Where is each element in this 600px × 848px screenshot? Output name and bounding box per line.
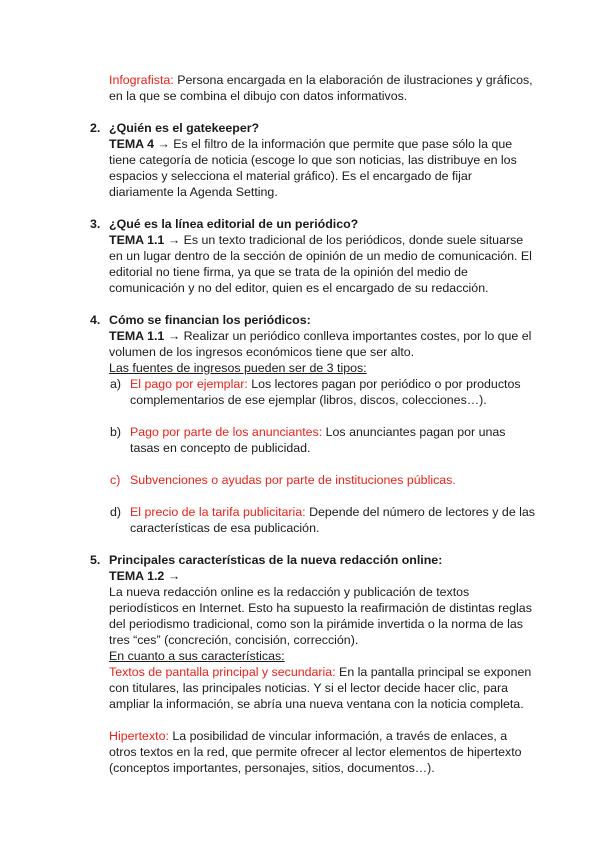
infografista-line-1: Infografista: Persona encargada en la elaboración de ilustraciones y gráficos, [109,73,533,87]
item-b-letter: b) [110,425,122,439]
infografista-line-2: en la que se combina el dibujo con datos informativos. [109,89,408,103]
item-a-letter: a) [110,377,122,391]
q5-paragraph-line-2: periodísticos en Internet. Esto ha supuesto la reafirmación de distintas reglas [109,601,532,615]
item-d-line-1: El precio de la tarifa publicitaria: Depende del número de lectores y de las [130,505,535,519]
q3-heading: ¿Qué es la línea editorial de un periódico? [109,217,359,231]
q3-line-3: editorial no tiene firma, ya que se trata de la opinión del medio de [109,265,468,279]
item-b-line-1: Pago por parte de los anunciantes: Los anunciantes pagan por unas [130,425,506,439]
q5-number: 5. [90,553,101,567]
q4-line-1: TEMA 1.1 → Realizar un periódico conlleva importantes costes, por lo que el [109,329,532,343]
q4-sources-subheading: Las fuentes de ingresos pueden ser de 3 tipos: [109,361,367,375]
q3-tema: TEMA 1.1 → [109,233,181,247]
item-c-term: Subvenciones o ayudas por parte de instituciones públicas. [130,473,456,487]
item-a-line-1: El pago por ejemplar: Los lectores pagan por periódico o por productos [130,377,521,391]
q5-characteristics-subheading: En cuanto a sus características: [109,649,285,663]
hipertexto-line-3: (conceptos importantes, personajes, sitios, documentos…). [109,761,435,775]
item-a-line-2: complementarios de ese ejemplar (libros, discos, colecciones…). [130,393,487,407]
hipertexto-term: Hipertexto: [109,729,169,743]
infografista-term: Infografista: [109,73,174,87]
q2-line-1: TEMA 4 → Es el filtro de la información que permite que pase sólo la que [109,137,513,151]
item-a-term: El pago por ejemplar: [130,377,248,391]
hipertexto-line-1: Hipertexto: La posibilidad de vincular información, a través de enlaces, a [109,729,508,743]
pantalla-line-1: Textos de pantalla principal y secundaria: En la pantalla principal se exponen [109,665,532,679]
item-c-letter: c) [110,473,121,487]
pantalla-line-3: ampliar la información, se abría una nueva ventana con la noticia completa. [109,697,524,711]
q2-line-2: tiene categoría de noticia (escoge lo que son noticias, las distribuye en los [109,153,517,167]
q2-number: 2. [90,121,101,135]
q2-tema: TEMA 4 → [109,137,170,151]
pantalla-term: Textos de pantalla principal y secundaria: [109,665,336,679]
q2-line-3: espacios y selecciona el material gráfico). Es el encargado de fijar [109,169,472,183]
item-d-line-2: características de esa publicación. [130,521,320,535]
q2-line-4: diariamente la Agenda Setting. [109,185,278,199]
q4-heading: Cómo se financian los periódicos: [109,313,311,327]
q4-tema: TEMA 1.1 → [109,329,181,343]
pantalla-line-2: con titulares, las principales noticias. Y si el lector decide hacer clic, para [109,681,508,695]
q3-line-2: en un lugar dentro de la sección de opinión de un medio de comunicación. El [109,249,532,263]
item-d-term: El precio de la tarifa publicitaria: [130,505,306,519]
q2-heading: ¿Quién es el gatekeeper? [109,121,260,135]
item-b-term: Pago por parte de los anunciantes: [130,425,323,439]
q3-line-1: TEMA 1.1 → Es un texto tradicional de los periódicos, donde suele situarse [109,233,524,247]
q4-line-2: volumen de los ingresos económicos tiene que ser alto. [109,345,415,359]
item-d-letter: d) [110,505,122,519]
q3-line-4: comunicación y no del editor, quien es el encargado de su redacción. [109,281,489,295]
q5-paragraph-line-3: del periodismo tradicional, como son la pirámide invertida o la norma de las [109,617,523,631]
q4-number: 4. [90,313,101,327]
q5-paragraph-line-1: La nueva redacción online es la redacción y publicación de textos [109,585,470,599]
q5-heading: Principales características de la nueva redacción online: [109,553,443,567]
q5-paragraph-line-4: tres “ces” (concreción, concisión, corrección). [109,633,359,647]
q5-tema: TEMA 1.2 → [109,569,181,583]
q3-number: 3. [90,217,101,231]
item-b-line-2: tasas en concepto de publicidad. [130,441,311,455]
hipertexto-line-2: otros textos en la red, que permite ofrecer al lector elementos de hipertexto [109,745,522,759]
